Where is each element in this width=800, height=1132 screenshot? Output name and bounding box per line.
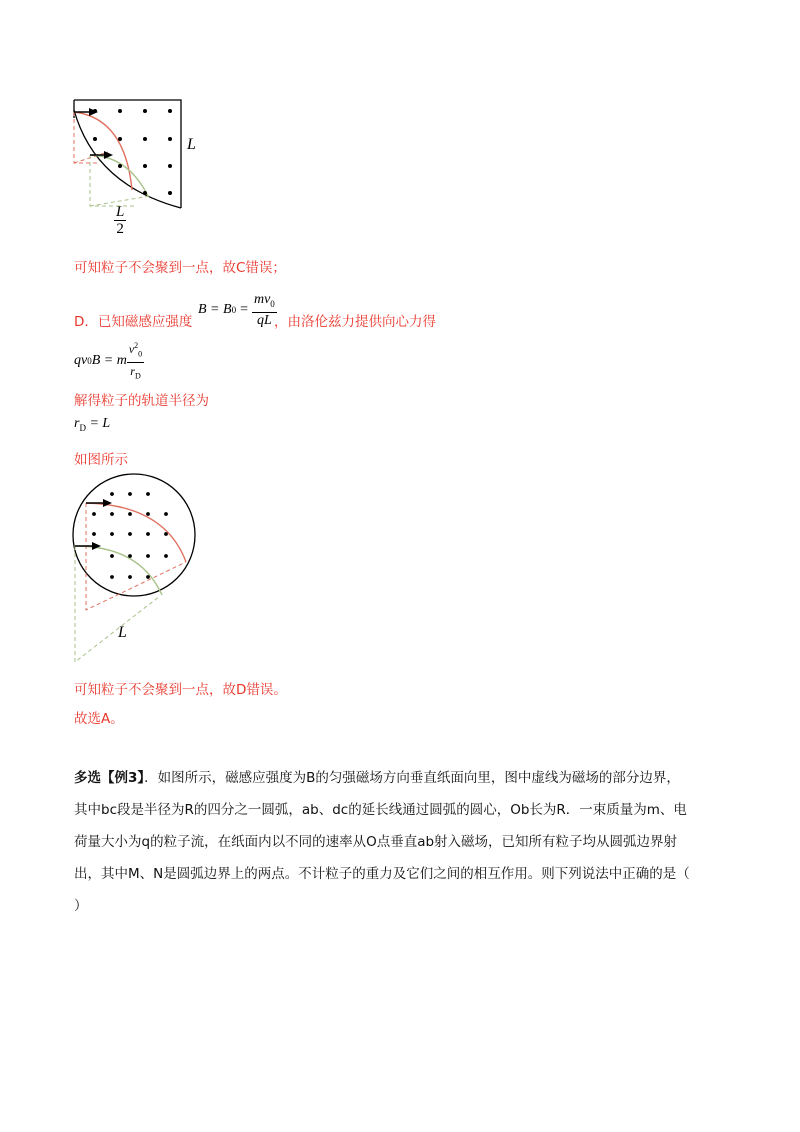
eq-radius-r: r <box>74 416 80 431</box>
eq-force-lhs-sub: 0 <box>87 356 92 367</box>
option-d-suffix: ，由洛伦兹力提供向心力得 <box>274 314 436 330</box>
conclusion-c-wrong: 可知粒子不会聚到一点，故C错误； <box>74 260 286 276</box>
figure1-side-label: L <box>187 136 196 153</box>
eq-force-den: r <box>130 364 135 379</box>
answer-choice: 故选A。 <box>74 711 124 727</box>
figure1-bottom-den: 2 <box>116 221 124 237</box>
eq-force-den-sub: D <box>134 371 141 381</box>
eq-force-lhs: qv <box>74 353 88 369</box>
eq-force-num-sub: 0 <box>138 349 143 359</box>
formula-b-value: B = B 0 = $\frac{mv_0}{qL}$ <box>198 292 275 328</box>
formula-b-num: mv <box>253 292 271 307</box>
eq-force-num-sup: 2 <box>134 341 139 350</box>
formula-b-lhs-sub: 0 <box>231 305 237 316</box>
eq-force-lhs-rest: B = m <box>91 353 127 369</box>
solve-radius-text: 解得粒子的轨道半径为 <box>74 393 209 409</box>
figure2-label: L <box>118 624 127 641</box>
option-d-prefix: D．已知磁感应强度 <box>74 314 193 330</box>
problem-line-1: ．如图所示，磁感应强度为B的匀强磁场方向垂直纸面向里，图中虚线为磁场的部分边界， <box>144 770 680 786</box>
formula-b-lhs: B = B <box>198 302 232 318</box>
problem-line-4: 出，其中M、N是圆弧边界上的两点。不计粒子的重力及它们之间的相互作用。则下列说法中正确的是（ <box>74 866 690 882</box>
conclusion-d-wrong: 可知粒子不会聚到一点，故D错误。 <box>74 682 287 698</box>
formula-b-den: qL <box>256 312 272 328</box>
problem-block <box>74 764 734 920</box>
problem-line-2: 其中bc段是半径为R的四分之一圆弧，ab、dc的延长线通过圆弧的圆心，Ob长为R．一束质量为m、电 <box>74 802 687 818</box>
as-shown-text: 如图所示 <box>74 452 128 468</box>
formula-b-num-sub: 0 <box>270 298 275 309</box>
eq-radius-rhs: = L <box>85 416 111 431</box>
figure1-bottom-num: L <box>116 204 125 220</box>
eq-force-num: v <box>128 342 135 356</box>
eq-radius-sub: D <box>79 422 86 433</box>
problem-line-3: 荷量大小为q的粒子流，在纸面内以不同的速率从O点垂直ab射入磁场，已知所有粒子均从圆弧边界射 <box>74 834 678 850</box>
problem-line-5: ） <box>74 898 88 914</box>
problem-tag: 多选【例3】 <box>74 770 145 786</box>
